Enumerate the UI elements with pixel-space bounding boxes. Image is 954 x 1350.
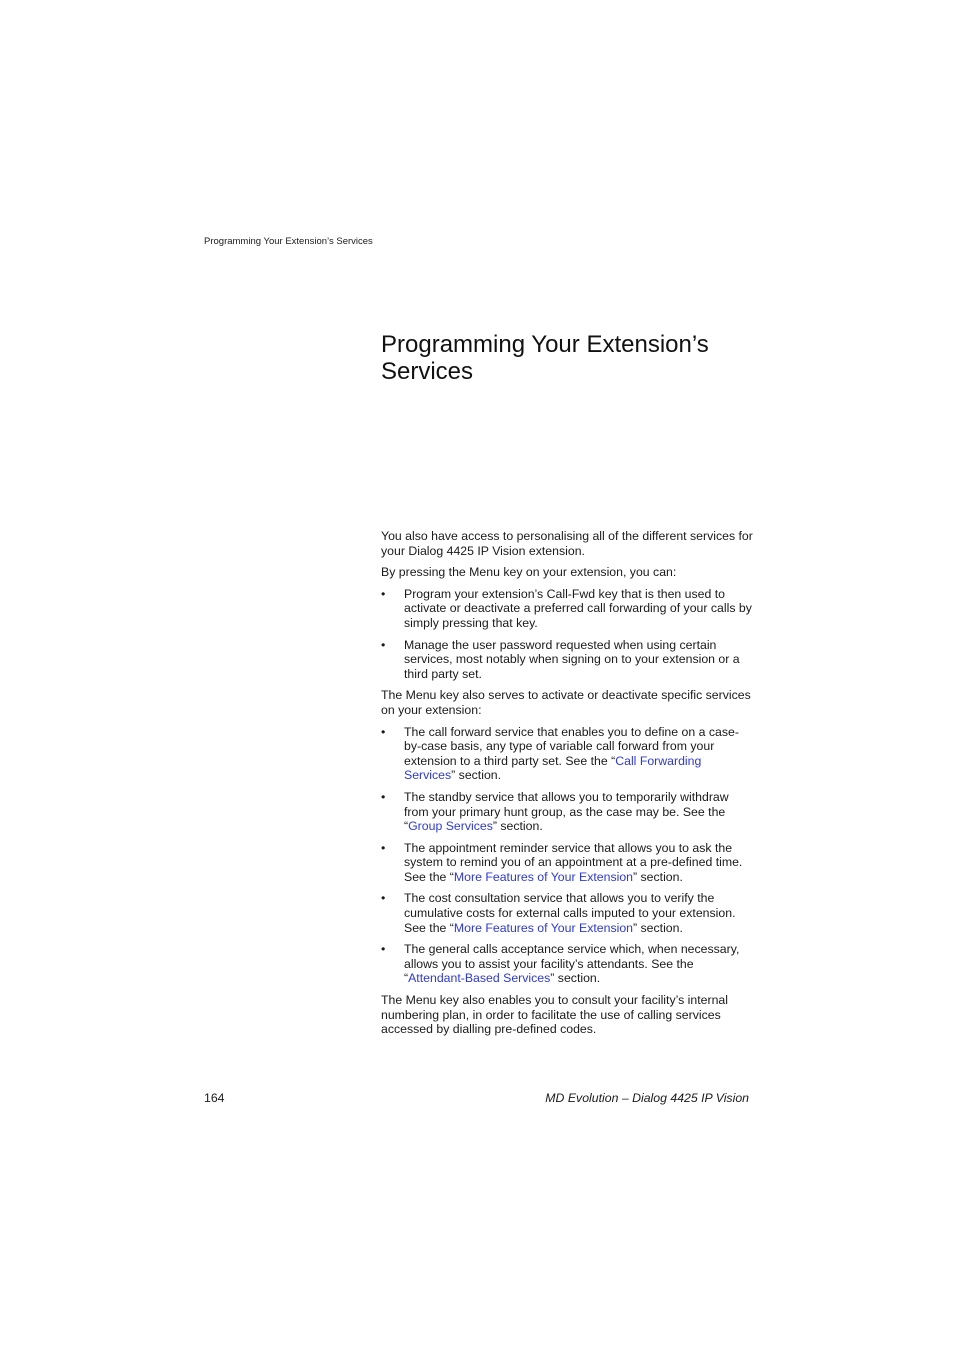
list-item: • The appointment reminder service that allows you to ask the system to remind you of an appointment at a pre-defined time. See the “More Features of Your Extension” section. [381,840,743,884]
menu-capabilities-list [381,587,753,682]
intro-paragraph: You also have access to personalising all of the different services for your Dialog 4425 IP Vision extension. [381,529,753,558]
services-list [381,725,753,987]
list-item: • The standby service that allows you to temporarily withdraw from your primary hunt group, as the case may be. See the “Group Services” section. [381,789,729,834]
bullet: • [381,789,386,804]
menu-intro-paragraph: By pressing the Menu key on your extension, you can: [381,565,677,580]
list-item: • The general calls acceptance service which, when necessary, allows you to assist your facility’s attendants. See the “Attendant-Based Services” section. [381,942,740,986]
link-call-forwarding-services[interactable]: Call Forwarding Services [404,753,702,783]
bullet: • [381,724,386,739]
footer-doc-title: MD Evolution – Dialog 4425 IP Vision [545,1091,749,1105]
closing-paragraph: The Menu key also enables you to consult your facility’s internal numbering plan, in order to facilitate the use of calling services accessed by dialling pre-defined codes. [381,993,729,1037]
services-intro-paragraph: The Menu key also serves to activate or deactivate specific services on your extension: [381,688,751,717]
bullet: • [381,586,386,601]
link-group-services[interactable]: Group Services [408,819,493,834]
bullet: • [381,891,386,906]
running-header: Programming Your Extension’s Services [204,236,373,247]
list-item: • Program your extension’s Call-Fwd key that is then used to activate or deactivate a preferred call forwarding of your calls by simply pressing that key. [381,586,752,630]
list-item: • The cost consultation service that allows you to verify the cumulative costs for external calls imputed to your extension. See the “More Features of Your Extension” section. [381,891,736,935]
body-text [381,529,753,1044]
bullet: • [381,840,386,855]
bullet: • [381,942,386,957]
link-more-features[interactable]: More Features of Your Extension [453,920,633,935]
bullet: • [381,637,386,652]
list-item: • The call forward service that enables you to define on a case-by-case basis, any type of variable call forward from your extension to a third party set. See the “Call Forwarding Services” section. [381,724,739,783]
page-title [381,331,781,385]
link-attendant-based-services[interactable]: Attendant-Based Services [408,971,551,986]
page-title-line-2: Services [381,358,474,385]
page-title-line-1: Programming Your Extension’s [381,331,709,358]
link-more-features[interactable]: More Features of Your Extension [453,869,633,884]
page-number: 164 [204,1091,225,1105]
list-item: • Manage the user password requested when using certain services, most notably when signing on to your extension or a third party set. [381,637,740,681]
